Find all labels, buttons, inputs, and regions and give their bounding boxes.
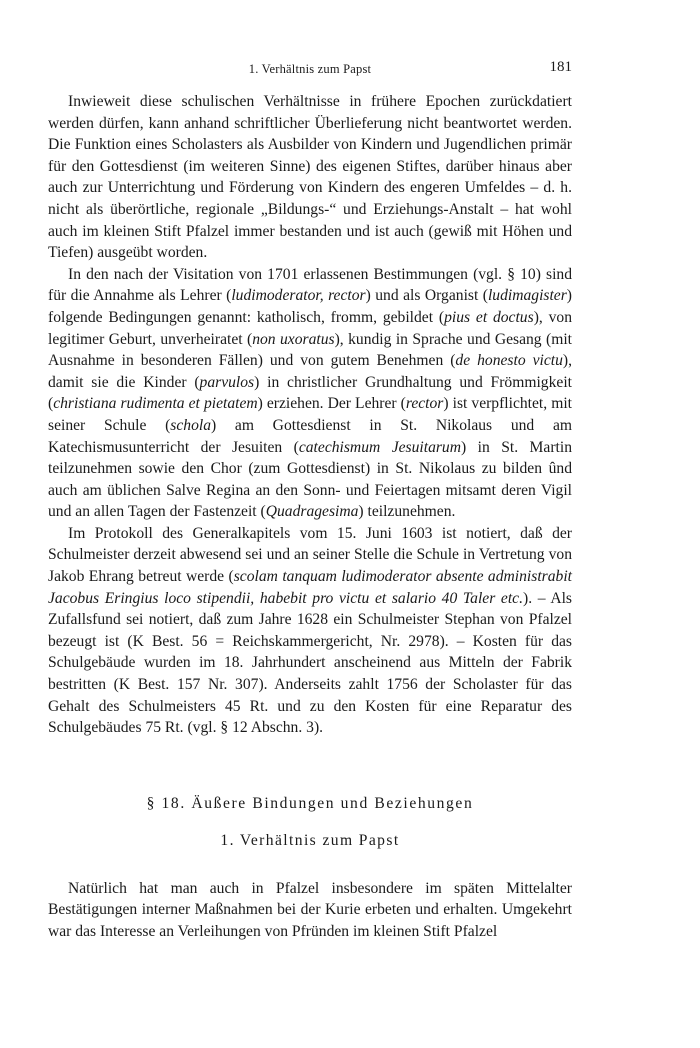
latin-term: catechismum Jesuitarum bbox=[298, 438, 461, 456]
latin-term: non uxoratus bbox=[252, 330, 335, 348]
text-run: ) und als Organist ( bbox=[365, 287, 488, 305]
text-run: ) ist verpflichtet, mit seiner Schule ( bbox=[48, 395, 572, 434]
latin-term: schola bbox=[170, 416, 212, 434]
text-run: In den nach der Visitation von 1701 erlassenen Bestimmungen (vgl. § 10) sind für die Annahme als Lehrer ( bbox=[48, 265, 572, 305]
latin-term: pius et doctus bbox=[444, 308, 534, 326]
paragraph bbox=[48, 264, 572, 523]
sub-heading: 1. Verhältnis zum Papst bbox=[220, 831, 400, 849]
section-heading: § 18. Äußere Bindungen und Beziehungen bbox=[146, 794, 474, 812]
running-head-title: 1. Verhältnis zum Papst bbox=[248, 62, 372, 76]
text-run: ) in St. Martin teilzunehmen sowie den Chor (zum Gottesdienst) in St. Nikolaus zu bilden ûnd auch am üblichen Salve Regina an den Sonn- und Feiertagen mitsamt deren Vigil und an allen Tagen der Fastenzeit ( bbox=[48, 438, 572, 521]
latin-term: ludimoderator, rector bbox=[231, 287, 366, 305]
body-text-continued bbox=[48, 878, 572, 943]
text-run: Inwieweit diese schulischen Verhältnisse in frühere Epochen zurückdatiert werden dürfen, kann anhand schriftlicher Überlieferung nicht beantwortet werden. Die Funktion eines Scholasters als Ausbilder von Kindern und Jugendlichen primär für den Gottesdienst (im weiteren Sinne) des eigenen Stiftes, darüber hinaus aber auch zur Unterrichtung und Förderung von Kindern des engeren Umfeldes – d. h. nicht als überörtliche, regionale „Bildungs-“ und Erziehungs-Anstalt – hat wohl auch im kleinen Stift Pfalzel immer bestanden und ist auch (gewiß mit Höhen und Tiefen) ausgeübt worden. bbox=[48, 93, 572, 262]
body-text bbox=[48, 91, 572, 739]
latin-term: Quadragesima bbox=[265, 503, 359, 521]
latin-term: de honesto victu bbox=[455, 352, 563, 370]
text-run: ) in christlicher Grundhaltung und Frömmigkeit ( bbox=[48, 373, 572, 413]
text-run: Natürlich hat man auch in Pfalzel insbesondere im späten Mittelalter Bestätigungen interner Maßnahmen bei der Kurie erbeten und erhalten. Umgekehrt war das Interesse an Verleihungen von Pfründen im kleinen Stift Pfalzel bbox=[48, 879, 572, 940]
text-run: ) am Gottesdienst in St. Nikolaus und am Katechismusunterricht der Jesuiten ( bbox=[48, 416, 572, 456]
text-run: ). – Als Zufallsfund sei notiert, daß zum Jahre 1628 ein Schulmeister Stephan von Pfalzel bezeugt ist (K Best. 56 = Reichskammergericht, Nr. 2978). – Kosten für das Schulgebäude wurden im 18. Jahrhundert anscheinend aus Mitteln der Fabrik bestritten (K Best. 157 Nr. 307). Anderseits zahlt 1756 der Scholaster für das Gehalt des Schulmeisters 45 Rt. und zu den Kosten für eine Reparatur des Schulgebäudes 75 Rt. (vgl. § 12 Abschn. 3). bbox=[48, 589, 572, 737]
text-run: ), damit sie die Kinder ( bbox=[48, 352, 572, 391]
text-run: Im Protokoll des Generalkapitels vom 15. Juni 1603 ist notiert, daß der Schulmeister derzeit abwesend sei und an seiner Stelle die Schule in Vertretung von Jakob Ehrang betreut werde ( bbox=[48, 524, 572, 586]
latin-term: christiana rudimenta et pietatem bbox=[53, 395, 258, 413]
text-run: ), von legitimer Geburt, unverheiratet ( bbox=[48, 308, 572, 348]
latin-term: rector bbox=[405, 395, 444, 413]
running-head bbox=[48, 58, 572, 80]
latin-term: parvulos bbox=[199, 373, 255, 391]
text-run: ) folgende Bedingungen genannt: katholisch, fromm, gebildet ( bbox=[48, 287, 572, 326]
paragraph bbox=[48, 523, 572, 739]
text-run: ), kundig in Sprache und Gesang (mit Ausnahme in besonderen Fällen) und von gutem Benehmen ( bbox=[48, 330, 573, 370]
text-run: ) teilzunehmen. bbox=[358, 503, 456, 521]
page-number: 181 bbox=[549, 59, 572, 75]
book-page bbox=[48, 58, 572, 943]
text-run: ) erziehen. Der Lehrer ( bbox=[257, 395, 406, 413]
final-paragraph bbox=[48, 878, 572, 943]
paragraph bbox=[48, 91, 572, 264]
latin-term: scolam tanquam ludimoderator absente administrabit Jacobus Eringius loco stipendii, habebit pro victu et salario 40 Taler etc. bbox=[48, 568, 572, 607]
latin-term: ludimagister bbox=[487, 287, 567, 305]
